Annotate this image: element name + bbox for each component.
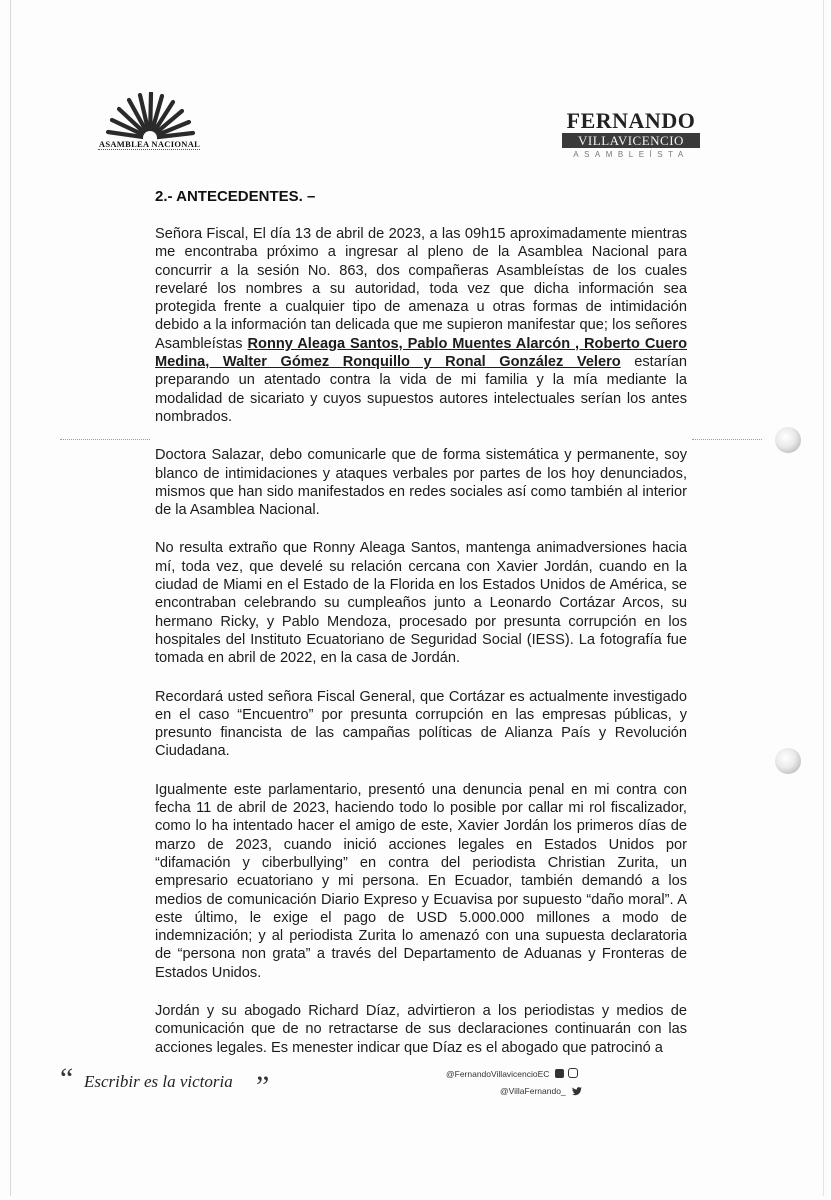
paragraph-6: Jordán y su abogado Richard Díaz, advirtieron a los periodistas y medios de comunicación que de no retractarse de sus declaraciones continuarán con las acciones legales. Es menester indicar que Díaz es el abogado que patrocinó a: [155, 1002, 687, 1056]
section-title: 2.- ANTECEDENTES. –: [155, 188, 316, 205]
logo-role: ASAMBLEÍSTA: [573, 150, 689, 159]
accused-names: Ronny Aleaga Santos, Pablo Muentes Alarcón , Roberto Cuero Medina, Walter Gómez Ronquillo y Ronal González Velero: [155, 335, 687, 371]
footer-slogan: [60, 1062, 290, 1103]
asamblea-nacional-label: ASAMBLEA NACIONAL: [98, 139, 201, 149]
scan-mark-left: [60, 439, 150, 441]
logo-first-name: FERNANDO: [566, 108, 696, 133]
social-row-facebook-instagram: [446, 1068, 578, 1079]
paragraph-4: Recordará usted señora Fiscal General, que Cortázar es actualmente investigado en el caso “Encuentro” por presunta corrupción en las empresas públicas, y presunto financista de las campañas políticas de Alianza País y Revolución Ciudadana.: [155, 688, 687, 760]
paragraph-1: [155, 225, 687, 426]
social-handle-2: @VillaFernando_: [500, 1086, 566, 1096]
social-row-twitter: [500, 1086, 582, 1096]
logo-last-name: VILLAVICENCIO: [562, 133, 700, 148]
logo-subline: [98, 149, 200, 152]
punch-hole-top: [775, 427, 801, 453]
paragraph-1-text-after: estarían preparando un atentado contra la vida de mi familia y la mía mediante la modalidad de sicariato y cuyos supuestos autores intelectuales serían los antes nombrados.: [155, 354, 687, 425]
facebook-icon: [555, 1069, 564, 1078]
open-quote: “: [60, 1062, 74, 1095]
twitter-icon: [572, 1087, 582, 1096]
instagram-icon: [568, 1068, 578, 1078]
fernando-villavicencio-logo: [560, 108, 702, 158]
document-body: [155, 188, 687, 1077]
asamblea-nacional-logo: [92, 92, 207, 154]
paragraph-1-text-before: Señora Fiscal, El día 13 de abril de 2023, a las 09h15 aproximadamente mientras me encontraba próximo a ingresar al pleno de la Asamblea Nacional para concurrir a la sesión No. 863, dos compañeras Asambleístas de los cuales revelaré los nombres a su autoridad, toda vez que dicha información sea protegida frente a cualquier tipo de amenaza u otras formas de intimidación debido a la información tan delicada que me supieron manifestar que; los señores Asambleístas: [155, 226, 687, 352]
slogan-text: Escribir es la victoria: [84, 1072, 233, 1091]
social-handle-1: @FernandoVillavicencioEC: [446, 1069, 550, 1079]
punch-hole-bottom: [775, 748, 801, 774]
footer-social: [446, 1068, 626, 1100]
scan-mark-right: [692, 439, 762, 441]
paragraph-2: Doctora Salazar, debo comunicarle que de forma sistemática y permanente, soy blanco de intimidaciones y ataques verbales por partes de los hoy denunciados, mismos que han sido manifestados en redes sociales así como también al interior de la Asamblea Nacional.: [155, 447, 687, 519]
sun-rays-logo-icon: [102, 92, 198, 140]
paragraph-5: Igualmente este parlamentario, presentó una denuncia penal en mi contra con fecha 11 de abril de 2023, haciendo todo lo posible por callar mi rol fiscalizador, como lo ha intentado hacer el amigo de este, Xavier Jordán los primeros días de marzo de 2023, cuando inició acciones legales en Estados Unidos por “difamación y ciberbullying” en contra del periodista Christian Zurita, un empresario ecuatoriano y mi persona. En Ecuador, también demandó a los medios de comunicación Diario Expreso y Ecuavisa por supuesto “daño moral”. A este último, le exige el pago de USD 5.000.000 millones a modo de indemnización; y al periodista Zurita lo amenazó con una supuesta declaratoria de “persona non grata” a través del Departamento de Aduanas y Fronteras de Estados Unidos.: [155, 781, 687, 981]
close-quote: ”: [256, 1070, 270, 1103]
paragraph-3: No resulta extraño que Ronny Aleaga Santos, mantenga animadversiones hacia mí, toda vez, que develé su relación cercana con Xavier Jordán, cuando en la ciudad de Miami en el Estado de la Florida en los Estados Unidos de América, se encontraban celebrando su cumpleaños junto a Leonardo Cortázar Arcos, su hermano Ricky, y Pablo Mendoza, procesado por presunta corrupción en los hospitales del Instituto Ecuatoriano de Seguridad Social (IESS). La fotografía fue tomada en abril de 2022, en la casa de Jordán.: [155, 540, 687, 667]
